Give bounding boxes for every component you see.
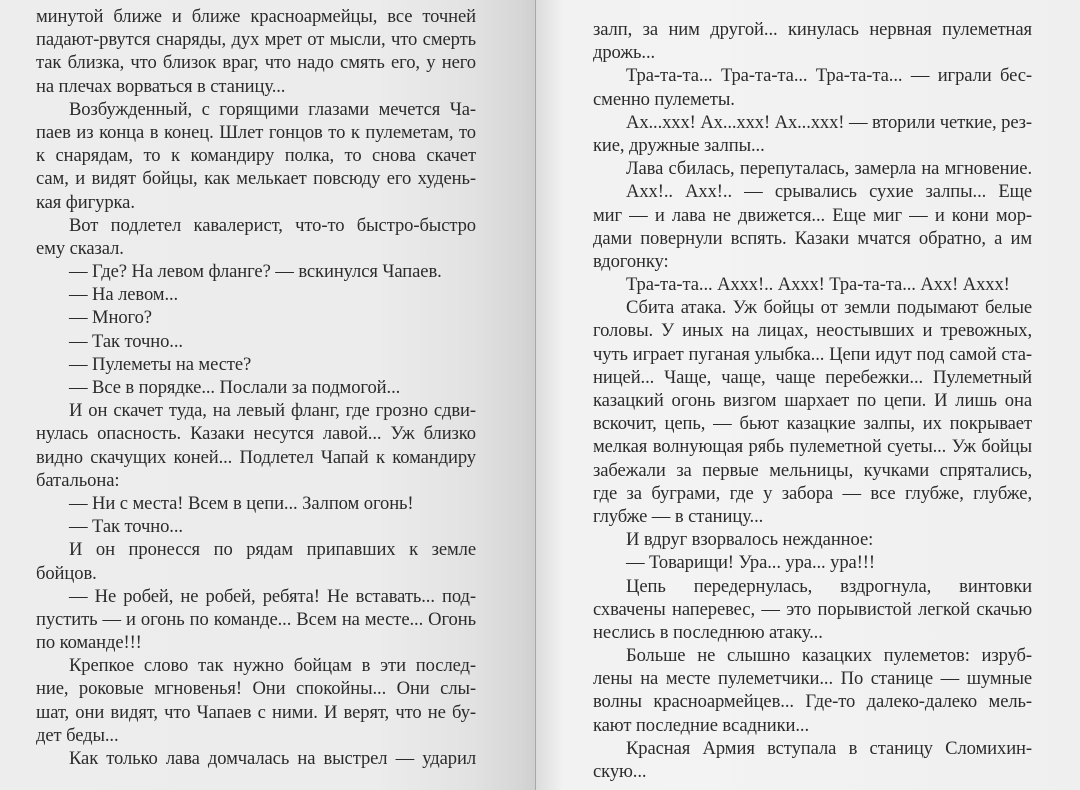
text-line: — Не робей, не робей, ребята! Не вставать... под-: [69, 585, 476, 607]
book-gutter: [535, 0, 536, 790]
text-line: кие, дружные залпы...: [593, 134, 765, 156]
text-line: ему сказал.: [36, 237, 124, 259]
text-line: — Где? На левом фланге? — вскинулся Чапаев.: [69, 261, 442, 283]
text-line: — На левом...: [69, 284, 179, 306]
text-line: мелкая волнующая рябь пулеметной суеты... Уж бойцы: [593, 436, 1032, 458]
text-line: по команде!!!: [36, 632, 142, 654]
text-line: Возбужденный, с горящими глазами мечется Ча-: [69, 98, 476, 120]
text-line: залп, за ним другой... кинулась нервная пулеметная: [593, 19, 1032, 40]
text-line: скую...: [593, 761, 647, 782]
text-line: кают последние всадники...: [593, 714, 810, 736]
text-line: дрожь...: [593, 42, 656, 64]
left-page: [0, 0, 536, 790]
text-line: — Товарищи! Ура... ура... ура!!!: [626, 552, 875, 574]
text-line: — Так точно...: [69, 516, 183, 538]
text-line: Тра-та-та... Аххх!.. Аххх! Тра-та-та... Ахх! Аххх!: [626, 274, 1010, 296]
text-line: пустить — и огонь по команде... Всем на месте... Огонь: [36, 608, 476, 630]
text-line: бойцов.: [36, 562, 97, 584]
text-line: лены на месте пулеметчики... По станице — шумные: [593, 668, 1032, 690]
text-line: Цепь передернулась, вздрогнула, винтовки: [626, 575, 1032, 597]
text-line: глубже — в станицу...: [593, 505, 764, 527]
text-line: дами повернули вспять. Казаки мчатся обратно, а им: [593, 227, 1032, 249]
text-line: где за буграми, где у забора — все глубже, глубже,: [593, 482, 1032, 504]
text-line: — Так точно...: [69, 330, 183, 352]
text-line: ние, роковые мгновенья! Они спокойны... Они слы-: [36, 678, 476, 700]
text-line: — Все в порядке... Послали за подмогой...: [69, 377, 401, 398]
left-page-text: [36, 5, 476, 770]
text-line: неслись в последнюю атаку...: [593, 621, 823, 643]
text-line: нулась опасность. Казаки несутся лавой... Уж близко: [36, 423, 476, 445]
right-page-text: [593, 18, 1032, 783]
text-line: схвачены наперевес, — это порывистой легкой скачью: [593, 598, 1032, 620]
text-line: И он пронесся по рядам припавших к земле: [69, 539, 476, 561]
text-line: дет беды...: [36, 724, 119, 746]
right-page: [536, 0, 1080, 790]
text-line: падают-рвутся снаряды, дух мрет от мысли, что смерть: [36, 29, 476, 51]
text-line: миг — и лава не движется... Еще миг — и кони мор-: [593, 204, 1032, 226]
text-line: — Пулеметы на месте?: [69, 353, 252, 375]
text-line: ницей... Чаще, чаще, чаще перебежки... Пулеметный: [593, 366, 1032, 388]
text-line: вдогонку:: [593, 250, 669, 272]
text-line: видно скачущих коней... Подлетел Чапай к командиру: [36, 446, 476, 468]
text-line: — Много?: [69, 307, 152, 329]
text-line: забежали за первые мельницы, кучками спрятались,: [593, 459, 1032, 481]
text-line: на плечах ворваться в станицу...: [36, 75, 286, 97]
text-line: Красная Армия вступала в станицу Сломихин-: [626, 737, 1032, 759]
text-line: Ах...ххх! Ах...ххх! Ах...ххх! — вторили четкие, рез-: [626, 111, 1032, 133]
text-line: кая фигурка.: [36, 191, 135, 213]
text-line: минутой ближе и ближе красноармейцы, все точней: [36, 6, 476, 27]
text-line: И он скачет туда, на левый фланг, где грозно сдви-: [69, 400, 476, 422]
text-line: паев из конца в конец. Шлет гонцов то к пулеметам, то: [36, 121, 476, 143]
text-line: Крепкое слово так нужно бойцам в эти послед-: [69, 655, 476, 677]
text-line: Больше не слышно казацких пулеметов: изруб-: [626, 645, 1032, 667]
text-line: Как только лава домчалась на выстрел — ударил: [69, 748, 476, 769]
text-line: Ахх!.. Ахх!.. — срывались сухие залпы... Еще: [626, 181, 1032, 203]
text-line: казацкий огонь визгом шархает по цепи. И лишь она: [593, 390, 1032, 411]
text-line: Тра-та-та... Тра-та-та... Тра-та-та... — играли бес-: [626, 65, 1032, 87]
text-line: сам, и видят бойцы, как мелькает повсюду его худень-: [36, 168, 476, 190]
text-line: вскочит, цепь, — бьют казацкие залпы, их покрывает: [593, 413, 1032, 435]
text-line: сменно пулеметы.: [593, 88, 735, 110]
text-line: так близка, что близок враг, что надо смять его, у него: [36, 52, 476, 74]
text-line: Сбита атака. Уж бойцы от земли подымают белые: [626, 297, 1032, 319]
text-line: батальона:: [36, 469, 120, 491]
text-line: Вот подлетел кавалерист, что-то быстро-быстро: [69, 214, 476, 236]
text-line: волны красноармейцев... Где-то далеко-далеко мель-: [593, 691, 1032, 713]
text-line: чуть играет пуганая улыбка... Цепи идут под самой ста-: [593, 343, 1032, 365]
text-line: — Ни с места! Всем в цепи... Залпом огонь!: [69, 492, 414, 514]
text-line: к снарядам, то к командиру полка, то снова скачет: [36, 145, 476, 167]
text-line: Лава сбилась, перепуталась, замерла на мгновение.: [626, 158, 1032, 180]
text-line: шат, они видят, что Чапаев с ними. И верят, что не бу-: [36, 701, 476, 723]
text-line: головы. У иных на лицах, неостывших и тревожных,: [593, 320, 1032, 342]
text-line: И вдруг взорвалось нежданное:: [626, 529, 874, 551]
